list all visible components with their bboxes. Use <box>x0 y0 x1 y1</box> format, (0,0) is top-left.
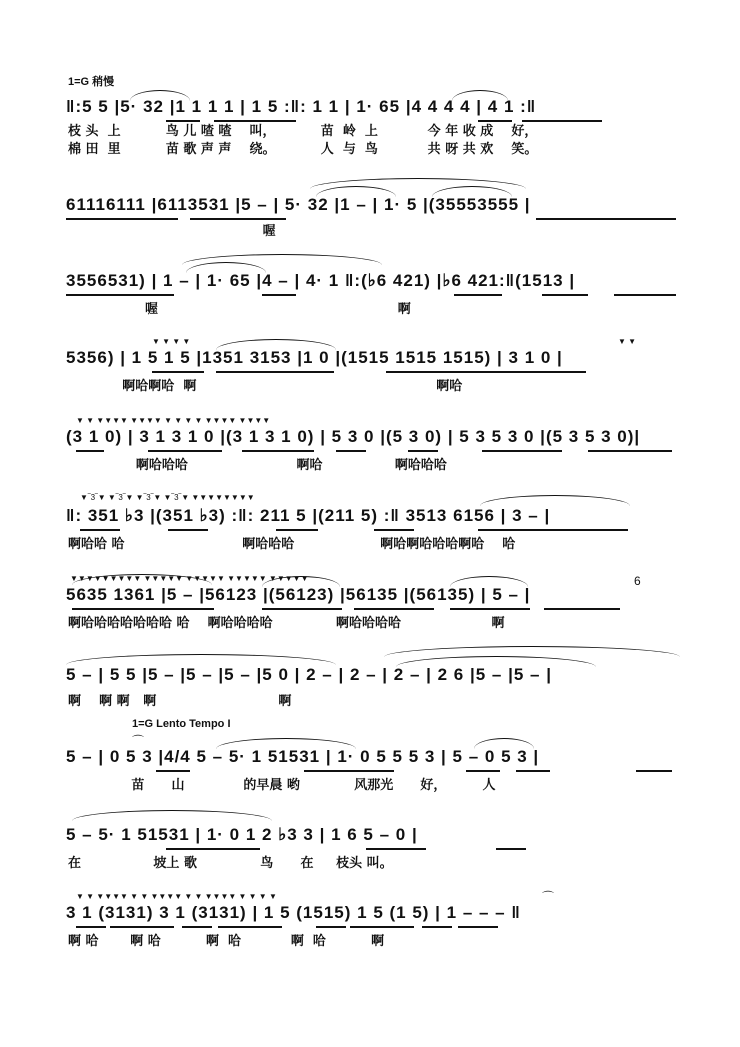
underline <box>262 608 342 610</box>
system-2 <box>66 194 686 238</box>
system-8 <box>66 664 686 708</box>
underline <box>148 450 222 452</box>
underline <box>166 848 260 850</box>
underline <box>76 926 106 928</box>
underline <box>218 926 282 928</box>
underline <box>386 371 586 373</box>
underline <box>216 371 334 373</box>
grace-note: 6 <box>634 574 641 588</box>
underline <box>76 450 104 452</box>
underline <box>522 120 602 122</box>
underline <box>72 608 214 610</box>
underline <box>66 218 178 220</box>
underline <box>354 608 434 610</box>
underline <box>214 120 296 122</box>
system-3 <box>66 270 686 318</box>
lyric-line: 喔 <box>68 224 276 239</box>
underline <box>374 529 414 531</box>
system-4 <box>66 337 686 394</box>
underline <box>408 450 438 452</box>
underline <box>366 848 426 850</box>
accent-marks: ▼ ▼ ▼▼▼▼ ▼ ▼ ▼▼▼▼ ▼ ▼ ▼▼▼▼ ▼ ▼ ▼ ▼ <box>76 892 277 901</box>
underline <box>316 926 346 928</box>
underline <box>496 848 526 850</box>
underline <box>588 450 672 452</box>
fermata: ⌒ <box>132 734 145 748</box>
system-11 <box>66 890 686 950</box>
lyric-line: 啊 啊 啊 啊 啊 <box>68 694 292 709</box>
underline <box>614 294 676 296</box>
underline <box>482 450 562 452</box>
underline <box>336 450 366 452</box>
underline <box>478 120 512 122</box>
accent-marks: ▼▼▼▼▼▼▼▼▼ ▼▼▼▼▼ ▼▼▼▼▼ ▼▼▼▼▼ ▼▼▼▼▼ <box>70 574 309 583</box>
lyric-line-2: 棉 田 里 苗 歌 声 声 绕。 人 与 鸟 共 呀 共 欢 笑。 <box>68 142 538 157</box>
underline <box>536 218 676 220</box>
underline <box>422 926 452 928</box>
lyric-line: 啊哈哈哈哈哈哈哈 哈 啊哈哈哈哈 啊哈哈哈哈 啊 <box>68 616 505 631</box>
underline <box>190 218 286 220</box>
system-7 <box>66 574 686 631</box>
underline <box>152 371 204 373</box>
underline <box>458 926 498 928</box>
accent-marks: ▼ ▼ ▼ ▼ <box>152 337 191 346</box>
notation-line: ‖:5 5 |5· 32 |1 1 1 1 | 1 5 :‖: 1 1 | 1· 65 |4 4 4 4 | 4 1 :‖ <box>66 97 537 116</box>
triplet-marks: ▼‾3‾▼ ▼‾3‾▼ ▼‾3‾▼ ▼‾3‾▼ ▼▼▼▼▼▼▼▼ <box>80 493 255 502</box>
underline <box>636 770 672 772</box>
key-signature-top: 1=G 稍慢 <box>68 76 115 88</box>
underline <box>262 294 296 296</box>
notation-line: 5 – | 0 5 3 |4/4 5 – 5· 1 51531 | 1· 0 5 5 5 3 | 5 – 0 5 3 | <box>66 747 540 766</box>
system-5 <box>66 416 686 473</box>
notation-line: 61116111 |6113531 |5 – | 5· 32 |1 – | 1· 5 |(35553555 | <box>66 195 531 214</box>
underline <box>450 608 530 610</box>
system-6 <box>66 493 686 553</box>
system-10 <box>66 824 686 872</box>
lyric-line: 啊哈哈 哈 啊哈哈哈 啊哈啊哈哈哈啊哈 哈 <box>68 537 516 552</box>
notation-line: 5635 1361 |5 – |56123 |(56123) |56135 |(56135) | 5 – | <box>66 585 531 604</box>
underline <box>350 926 414 928</box>
slur <box>384 646 680 657</box>
notation-line: 5 – 5· 1 51531 | 1· 0 1 2 ♭3 3 | 1 6 5 – 0 | <box>66 825 418 844</box>
underline <box>66 294 174 296</box>
lyric-line: 啊 哈 啊 哈 啊 哈 啊 哈 啊 <box>68 934 385 949</box>
notation-line: 3 1 (3131) 3 1 (3131) | 1 5 (1515) 1 5 (1 5) | 1 – – – ‖ <box>66 903 521 922</box>
underline <box>242 450 314 452</box>
underline <box>466 770 500 772</box>
underline <box>276 529 318 531</box>
underline <box>478 529 628 531</box>
slur <box>72 810 272 821</box>
lyric-line: 啊哈啊哈 啊 啊哈 <box>68 379 463 394</box>
lyric-line-1: 枝 头 上 鸟 儿 喳 喳 叫， 苗 岭 上 今 年 收 成 好， <box>68 124 538 139</box>
underline <box>110 926 174 928</box>
underline <box>454 294 502 296</box>
underline <box>166 120 200 122</box>
notation-line: ‖: 351 ♭3 |(351 ♭3) :‖: 211 5 |(211 5) :‖ 3513 6156 | 3 – | <box>66 506 551 525</box>
fermata: ⌒ <box>542 890 555 904</box>
lyric-line: 在 坡上 歌 鸟 在 枝头 叫。 <box>68 856 393 871</box>
underline <box>182 926 212 928</box>
system-9 <box>66 734 686 794</box>
underline <box>516 770 550 772</box>
underline <box>304 770 394 772</box>
notation-line: 5 – | 5 5 |5 – |5 – |5 – |5 0 | 2 – | 2 – | 2 – | 2 6 |5 – |5 – | <box>66 665 552 684</box>
accent-marks: ▼ ▼ ▼▼▼▼ ▼▼▼▼ ▼ ▼ ▼ ▼ ▼▼▼▼ ▼▼▼▼ <box>76 416 271 425</box>
underline <box>156 770 190 772</box>
notation-line: 3556531) | 1 – | 1· 65 |4 – | 4· 1 ‖:(♭6 421) |♭6 421:‖(1513 | <box>66 271 576 290</box>
underline <box>80 529 120 531</box>
accent-marks: ▼ ▼ <box>618 337 637 346</box>
lyric-line: 苗 山 的早晨 哟 风那光 好， 人 <box>68 778 496 793</box>
lyric-line: 啊哈哈哈 啊哈 啊哈哈哈 <box>68 458 447 473</box>
underline <box>168 529 208 531</box>
notation-line: 5356) | 1 5 1 5 |1351 3153 |1 0 |(1515 1515 1515) | 3 1 0 | <box>66 348 563 367</box>
notation-line: (3 1 0) | 3 1 3 1 0 |(3 1 3 1 0) | 5 3 0 |(5 3 0) | 5 3 5 3 0 |(5 3 5 3 0)| <box>66 427 641 446</box>
lyric-line: 喔 啊 <box>68 302 411 317</box>
underline <box>544 608 620 610</box>
underline <box>542 294 588 296</box>
system-1 <box>66 96 686 160</box>
key-signature-middle: 1=G Lento Tempo I <box>132 718 231 730</box>
